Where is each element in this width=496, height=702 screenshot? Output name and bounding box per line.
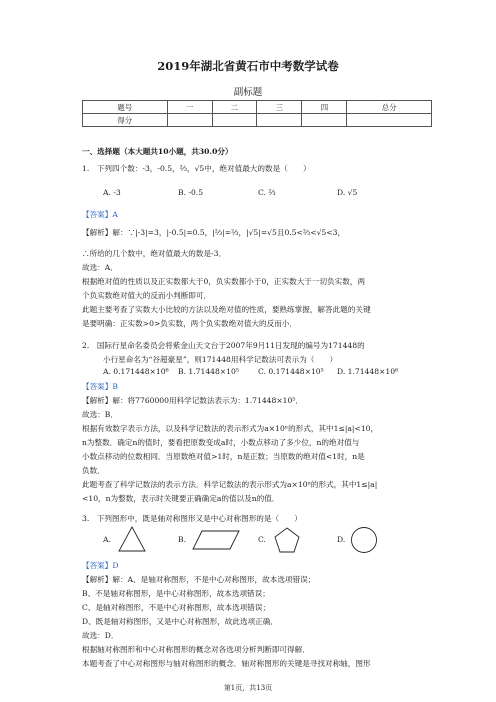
score-cell — [212, 114, 257, 127]
q3-analysis-line: 根据轴对称图形和中心对称图形的概念对各选项分析判断即可得解． — [82, 645, 310, 654]
q1-option-a: A. -3 — [103, 188, 121, 197]
q1-analysis-line: 是要明确：正实数>0>负实数，两个负实数绝对值大的反而小． — [82, 319, 297, 328]
q2-analysis-line: 此题考查了科学记数法的表示方法．科学记数法的表示形式为a×10ⁿ的形式，其中1≤|a| — [82, 480, 378, 489]
q3-analysis-line: 本题考查了中心对称图形与轴对称图形的概念．轴对称图形的关键是寻找对称轴，图形 — [82, 659, 371, 668]
q1-answer: 【答案】A — [82, 210, 118, 219]
q2-answer: 【答案】B — [82, 382, 118, 391]
q2-analysis-line: 【解析】解：将7760000用科学记数法表示为：1.71448×10⁵． — [82, 396, 303, 405]
q2-analysis-line: 故选：B． — [82, 410, 118, 419]
q1-analysis-line: 【解析】解：∵|-3|=3，|-0.5|=0.5，|²⁄₃|=²⁄₃，|√5|=√5且0.5<²⁄₃<√5<3， — [82, 228, 346, 237]
score-cell: 一 — [167, 101, 212, 114]
score-cell: 得分 — [83, 114, 168, 127]
section-heading: 一、选择题（本大题共10小题，共30.0分） — [82, 147, 233, 156]
q2-analysis-line: 根据有效数字表示方法，以及科学记数法的表示形式为a×10ⁿ的形式，其中1≤|a|<10， — [82, 424, 379, 433]
q3-answer: 【答案】D — [82, 561, 119, 570]
q2-option-c: C. 0.171448×10⁵ — [258, 367, 324, 376]
q1-analysis-line: 根据绝对值的性质以及正实数都大于0，负实数都小于0，正实数大于一切负实数，两 — [82, 277, 366, 286]
q2-analysis-line: n为整数．确定n的值时，要看把原数变成a时，小数点移动了多少位，n的绝对值与 — [82, 438, 360, 447]
q3-analysis-line: C、是轴对称图形，不是中心对称图形，故本选项错误； — [82, 603, 271, 612]
q2-analysis-line: 负数． — [82, 466, 105, 475]
page-footer: 第1页，共13页 — [223, 684, 273, 692]
q3-analysis-line: D、既是轴对称图形，又是中心对称图形，故此选项正确． — [82, 617, 278, 626]
score-cell: 四 — [302, 101, 347, 114]
q3-analysis-line: B、不是轴对称图形，是中心对称图形，故本选项错误； — [82, 589, 270, 598]
score-cell — [302, 114, 347, 127]
q3-option-c: C. — [258, 535, 266, 544]
score-cell: 二 — [212, 101, 257, 114]
question-3-stem: 3. 下列图形中，既是轴对称图形又是中心对称图形的是（ ） — [82, 514, 302, 523]
q2-analysis-line: <10，n为整数，表示时关键要正确确定a的值以及n的值． — [82, 494, 280, 503]
pentagon-figure — [274, 527, 300, 553]
exam-subtitle: 副标题 — [233, 87, 263, 98]
q3-analysis-line: 【解析】解：A、是轴对称图形，不是中心对称图形，故本选项错误； — [82, 575, 316, 584]
q2-analysis-line: 小数点移动的位数相同．当原数绝对值>1时，n是正数；当原数的绝对值<1时，n是 — [82, 452, 365, 461]
circle-figure — [350, 526, 378, 554]
score-cell: 题号 — [83, 101, 168, 114]
q3-option-b: B. — [178, 535, 186, 544]
parallelogram-figure — [192, 530, 240, 550]
q1-analysis-line: 故选：A． — [82, 263, 118, 272]
score-table-score-row — [83, 114, 432, 127]
question-2-stem: 2. 国际行星命名委员会将紫金山天文台于2007年9月11日发现的编号为171448的 — [82, 341, 365, 350]
q2-option-a: A. 0.171448×10⁶ — [103, 367, 169, 376]
q3-option-d: D. — [337, 535, 346, 544]
question-2-stem-cont: 小行星命名为“谷超豪星”，则171448用科学记数法可表示为（ ） — [103, 355, 338, 364]
q1-option-b: B. -0.5 — [178, 188, 204, 197]
q2-option-b: B. 1.71448×10⁵ — [178, 367, 239, 376]
q3-analysis-line: 故选：D． — [82, 631, 119, 640]
q1-analysis-line: 个负实数绝对值大的反而小判断即可． — [82, 291, 212, 300]
q3-option-a: A. — [103, 535, 111, 544]
exam-title: 2019年湖北省黄石市中考数学试卷 — [157, 59, 339, 73]
q2-option-d: D. 1.71448×10⁶ — [337, 367, 399, 376]
question-1-stem: 1. 下列四个数：-3，-0.5，²⁄₃，√5中，绝对值最大的数是（ ） — [82, 164, 311, 173]
score-cell — [257, 114, 302, 127]
q1-analysis-line: 此题主要考查了实数大小比较的方法以及绝对值的性质，要熟练掌握，解答此题的关键 — [82, 305, 371, 314]
score-cell: 三 — [257, 101, 302, 114]
score-cell — [347, 114, 432, 127]
q1-analysis-line: ∴所给的几个数中，绝对值最大的数是-3． — [82, 249, 227, 258]
q1-option-d: D. √5 — [337, 188, 358, 197]
q1-option-c: C. ²⁄₃ — [258, 188, 276, 197]
triangle-figure — [118, 526, 146, 552]
score-cell — [167, 114, 212, 127]
score-cell: 总分 — [347, 101, 432, 114]
score-table-header-row — [83, 101, 432, 114]
score-table — [82, 100, 432, 127]
